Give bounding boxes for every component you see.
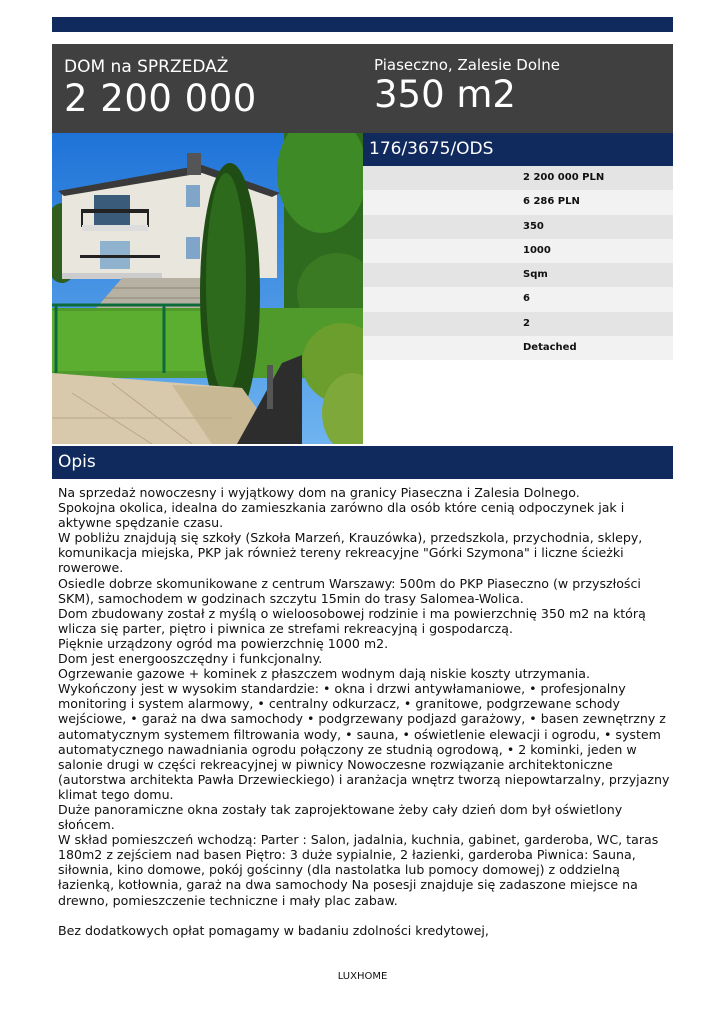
footer-brand: LUXHOME bbox=[337, 971, 388, 982]
description-paragraph: W pobliżu znajdują się szkoły (Szkoła Marzeń, Krauzówka), przedszkola, przychodnia, sklepy, komunikacja miejska, PKP jak również tereny rekreacyjne "Górki Szymona" i liczne ścieżki rowerowe. bbox=[58, 530, 643, 576]
listing-header bbox=[52, 44, 673, 133]
reference-bar bbox=[363, 133, 673, 166]
detail-row bbox=[363, 287, 673, 311]
description-paragraph: W skład pomieszczeń wchodzą: Parter : Salon, jadalnia, kuchnia, gabinet, garderoba, WC, taras 180m2 z zejściem nad basen Piętro: 3 duże sypialnie, 2 łazienki, garderoba Piwnica: Sauna, siłownia, kino domowe, pokój gościnny (dla nastolatka lub pomocy domowej) z oddzielną łazienką, kotłownia, garaż na dwa samochody Na posesji znajduje się zadaszone miejsce na drewno, pomieszczenie techniczne i mały plac zabaw. bbox=[58, 832, 659, 908]
property-photo bbox=[52, 133, 363, 444]
detail-value: 350 bbox=[523, 220, 544, 232]
detail-row bbox=[363, 190, 673, 214]
detail-value: 6 bbox=[523, 293, 530, 305]
description-title: Opis bbox=[58, 452, 96, 472]
detail-row bbox=[363, 312, 673, 336]
description-paragraph: Spokojna okolica, idealna do zamieszkania zarówno dla osób które cenią odpoczynek jak i aktywne spędzanie czasu. bbox=[58, 500, 625, 531]
description-paragraph: Dom jest energooszczędny i funkcjonalny. bbox=[58, 651, 323, 667]
detail-row bbox=[363, 215, 673, 239]
detail-value: 6 286 PLN bbox=[523, 196, 580, 208]
description-paragraph: Pięknie urządzony ogród ma powierzchnię 1000 m2. bbox=[58, 635, 389, 651]
listing-price: 2 200 000 bbox=[64, 77, 257, 120]
details-table bbox=[363, 166, 673, 360]
detail-row bbox=[363, 239, 673, 263]
top-accent-bar bbox=[52, 17, 673, 32]
listing-type: DOM na SPRZEDAŻ bbox=[64, 57, 229, 77]
description-header bbox=[52, 446, 673, 479]
detail-value: Detached bbox=[523, 342, 577, 354]
description-paragraph: Duże panoramiczne okna zostały tak zaprojektowane żeby cały dzień dom był oświetlony słońcem. bbox=[58, 801, 623, 833]
reference-number: 176/3675/ODS bbox=[369, 139, 494, 159]
description-paragraph: Osiedle dobrze skomunikowane z centrum Warszawy: 500m do PKP Piaseczno (w przyszłości SKM), samochodem w godzinach szczytu 15min do trasy Salomea-Wolica. bbox=[58, 575, 641, 606]
listing-location: Piaseczno, Zalesie Dolne bbox=[374, 56, 560, 74]
description-paragraph: Dom zbudowany został z myślą o wieloosobowej rodzinie i ma powierzchnię 350 m2 na którą wlicza się parter, piętro i piwnica ze strefami rekreacyjną i gospodarczą. bbox=[58, 605, 646, 636]
detail-value: 1000 bbox=[523, 244, 551, 256]
detail-value: 2 bbox=[523, 317, 530, 329]
paragraph-spacer bbox=[58, 908, 670, 923]
description-paragraph: Ogrzewanie gazowe + kominek z płaszczem wodnym dają niskie koszty utrzymania. bbox=[58, 666, 590, 682]
description-paragraph: Na sprzedaż nowoczesny i wyjątkowy dom na granicy Piaseczna i Zalesia Dolnego. bbox=[58, 485, 580, 500]
detail-value: 2 200 000 PLN bbox=[523, 172, 605, 183]
detail-value: Sqm bbox=[523, 269, 548, 281]
listing-area: 350 m2 bbox=[374, 73, 516, 116]
description-paragraph: Wykończony jest w wysokim standardzie: • okna i drzwi antywłamaniowe, • profesjonalny monitoring i system alarmowy, • centralny odkurzacz, • granitowe, podgrzewane schody wejściowe, • garaż na dwa samochody • podgrzewany podjazd garażowy, • basen zewnętrzny z automatycznym systemem filtrowania wody, • sauna, • oświetlenie elewacji i ogrodu, • system automatycznego nawadniania ogrodu połączony ze studnią ogrodową, • 2 kominki, jeden w salonie drugi w części rekreacyjnej w piwnicy Nowoczesne rozwiązanie architektoniczne (autorstwa architekta Pawła Drzewieckiego) i aranżacja wnętrz tworzą niepowtarzalny, przyjazny klimat tego domu. bbox=[58, 681, 670, 802]
description-body bbox=[58, 485, 670, 938]
description-paragraph: Bez dodatkowych opłat pomagamy w badaniu zdolności kredytowej, bbox=[58, 922, 489, 938]
detail-row bbox=[363, 336, 673, 360]
detail-row bbox=[363, 166, 673, 190]
detail-row bbox=[363, 263, 673, 287]
